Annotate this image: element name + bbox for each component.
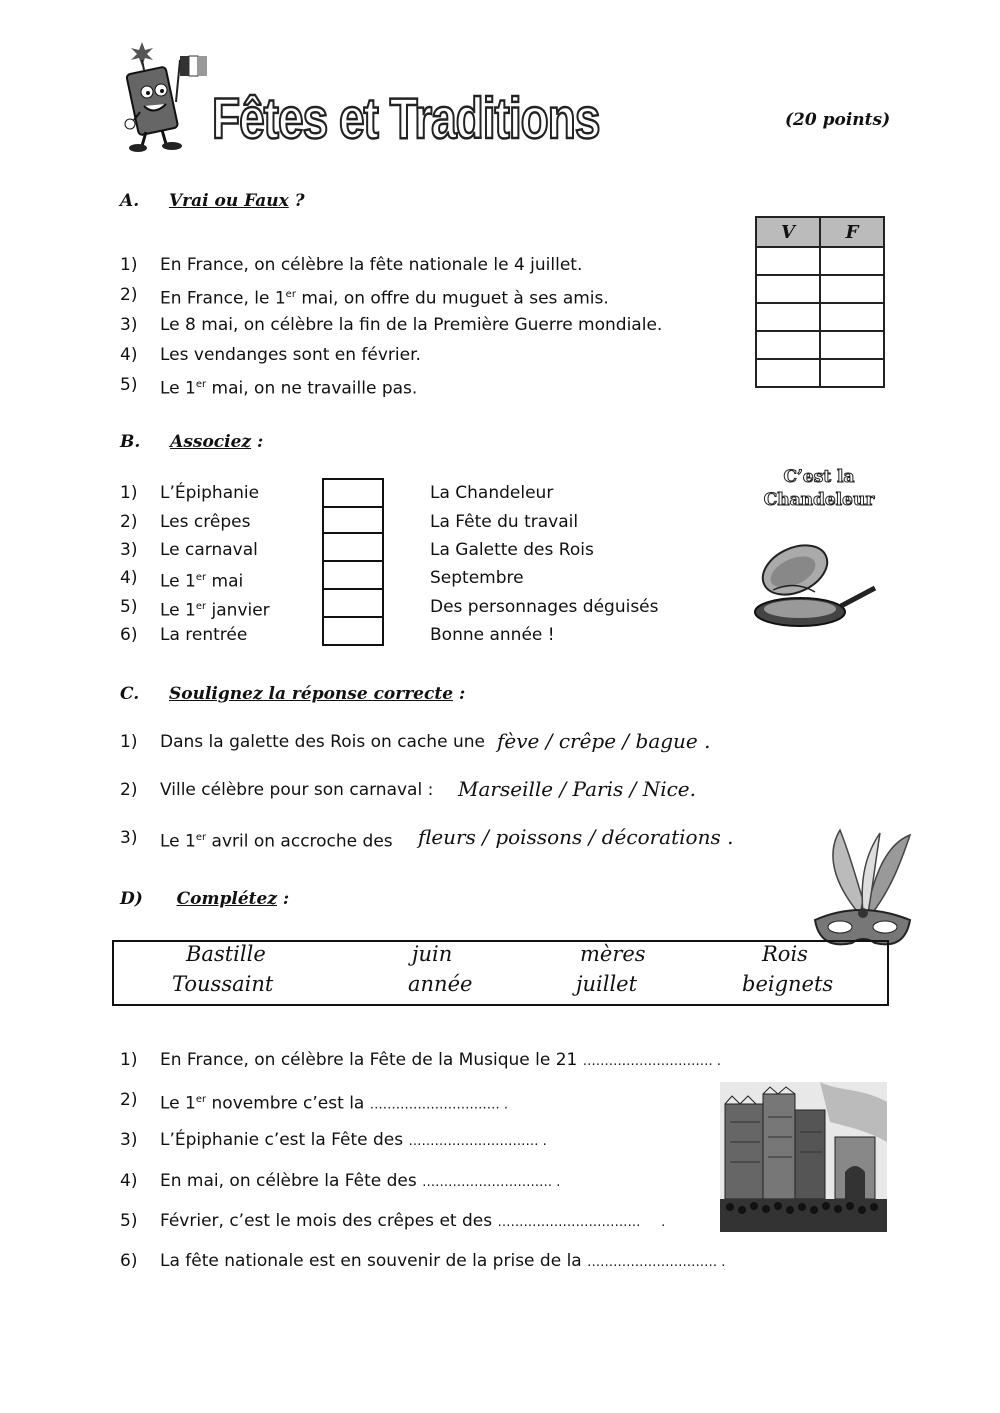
section-a-heading (120, 191, 305, 211)
crepe-pan-icon (745, 530, 880, 635)
fill-in-blank[interactable]: ………………………… . (587, 1255, 726, 1270)
right-item: Des personnages déguisés (430, 597, 659, 617)
answer-cell-v4[interactable] (756, 331, 820, 359)
left-item: Les crêpes (160, 512, 251, 532)
item-number: 1) (120, 732, 138, 752)
question-text: Le 1er avril on accroche des (160, 831, 393, 852)
match-box[interactable] (322, 534, 384, 562)
match-box[interactable] (322, 506, 384, 534)
section-b-letter: B. (120, 432, 141, 452)
item-number: 3) (120, 540, 138, 560)
word-bank-item: juillet (576, 972, 638, 996)
left-item: Le 1er janvier (160, 600, 270, 621)
section-c-title: Soulignez la réponse correcte (169, 684, 454, 704)
section-a-letter: A. (120, 191, 140, 211)
word-bank-item: Bastille (186, 942, 266, 966)
right-item: La Chandeleur (430, 483, 554, 503)
item-number: 3) (120, 315, 138, 335)
left-item: L’Épiphanie (160, 483, 260, 503)
item-number: 1) (120, 483, 138, 503)
item-number: 2) (120, 512, 138, 532)
section-b-heading: B. Associez : (120, 432, 264, 452)
statement-text: En France, le 1er mai, on offre du muguet à ses amis. (160, 288, 609, 309)
page-title: Fêtes et Traditions (212, 85, 600, 151)
word-bank-item: Rois (762, 942, 808, 966)
fill-in-blank[interactable]: ………………………… . (422, 1175, 561, 1190)
chandeleur-caption: C’est la Chandeleur (763, 467, 875, 510)
left-item: La rentrée (160, 625, 248, 645)
answer-choices[interactable]: Marseille / Paris / Nice. (458, 777, 696, 801)
fill-in-sentence: En France, on célèbre la Fête de la Musique le 21 ………………………… . (160, 1050, 722, 1070)
item-number: 2) (120, 1090, 138, 1110)
fill-in-sentence: L’Épiphanie c’est la Fête des ………………………… . (160, 1130, 547, 1150)
fill-in-sentence: Le 1er novembre c’est la ………………………… . (160, 1093, 509, 1114)
word-bank (112, 940, 889, 1006)
fill-in-sentence: La fête nationale est en souvenir de la prise de la ………………………… . (160, 1251, 726, 1271)
fill-in-blank[interactable]: …………………………… . (497, 1215, 666, 1230)
section-b-title: Associez (170, 432, 252, 452)
fill-in-blank[interactable]: ………………………… . (408, 1134, 547, 1149)
word-bank-item: Toussaint (172, 972, 274, 996)
answer-cell-f3[interactable] (820, 303, 884, 331)
right-item: La Galette des Rois (430, 540, 594, 560)
section-d-title: Complétez (176, 889, 277, 909)
item-number: 1) (120, 1050, 138, 1070)
fill-in-blank[interactable]: ………………………… . (582, 1054, 722, 1069)
word-bank-item: beignets (742, 972, 834, 996)
item-number: 4) (120, 1171, 138, 1191)
item-number: 6) (120, 1251, 138, 1271)
answer-choices[interactable]: fève / crêpe / bague . (497, 729, 711, 753)
section-d-letter: D) (120, 889, 143, 909)
true-column-header: V (756, 217, 820, 247)
statement-text: Les vendanges sont en février. (160, 345, 421, 365)
section-a-suffix: ? (288, 191, 305, 211)
section-d-heading: D) Complétez : (120, 889, 290, 909)
bastille-engraving-image (720, 1082, 887, 1232)
right-item: La Fête du travail (430, 512, 579, 532)
right-item: Bonne année ! (430, 625, 555, 645)
answer-cell-v3[interactable] (756, 303, 820, 331)
match-box[interactable] (322, 478, 384, 508)
section-c-letter: C. (120, 684, 140, 704)
match-box[interactable] (322, 618, 384, 646)
answer-cell-v5[interactable] (756, 359, 820, 387)
statement-text: En France, on célèbre la fête nationale le 4 juillet. (160, 255, 583, 275)
item-number: 4) (120, 345, 138, 365)
statement-text: Le 8 mai, on célèbre la fin de la Première Guerre mondiale. (160, 315, 663, 335)
right-item: Septembre (430, 568, 524, 588)
word-bank-item: mères (580, 942, 646, 966)
word-bank-item: juin (412, 942, 453, 966)
answer-cell-f5[interactable] (820, 359, 884, 387)
item-number: 2) (120, 285, 138, 305)
fill-in-blank[interactable]: ………………………… . (369, 1097, 509, 1113)
answer-cell-f2[interactable] (820, 275, 884, 303)
item-number: 3) (120, 828, 138, 848)
statement-text: Le 1er mai, on ne travaille pas. (160, 378, 418, 399)
fill-in-sentence: Février, c’est le mois des crêpes et des …………………………… . (160, 1211, 666, 1231)
item-number: 5) (120, 597, 138, 617)
match-box[interactable] (322, 562, 384, 590)
item-number: 1) (120, 255, 138, 275)
answer-cell-f1[interactable] (820, 247, 884, 275)
item-number: 5) (120, 375, 138, 395)
false-column-header: F (820, 217, 884, 247)
fill-in-sentence: En mai, on célèbre la Fête des ………………………… . (160, 1171, 561, 1191)
points-label: (20 points) (785, 110, 891, 130)
answer-cell-f4[interactable] (820, 331, 884, 359)
item-number: 4) (120, 568, 138, 588)
word-bank-item: année (408, 972, 473, 996)
answer-choices[interactable]: fleurs / poissons / décorations . (418, 825, 734, 849)
left-item: Le 1er mai (160, 571, 244, 592)
true-false-table (755, 216, 885, 388)
item-number: 6) (120, 625, 138, 645)
answer-cell-v1[interactable] (756, 247, 820, 275)
question-text: Dans la galette des Rois on cache une (160, 732, 485, 752)
item-number: 2) (120, 780, 138, 800)
section-a-title: Vrai ou Faux (168, 191, 289, 211)
answer-cell-v2[interactable] (756, 275, 820, 303)
match-box[interactable] (322, 590, 384, 618)
section-c-heading: C. Soulignez la réponse correcte : (120, 684, 466, 704)
question-text: Ville célèbre pour son carnaval : (160, 780, 434, 800)
item-number: 5) (120, 1211, 138, 1231)
mascot-firecracker-icon (120, 40, 210, 155)
left-item: Le carnaval (160, 540, 258, 560)
item-number: 3) (120, 1130, 138, 1150)
